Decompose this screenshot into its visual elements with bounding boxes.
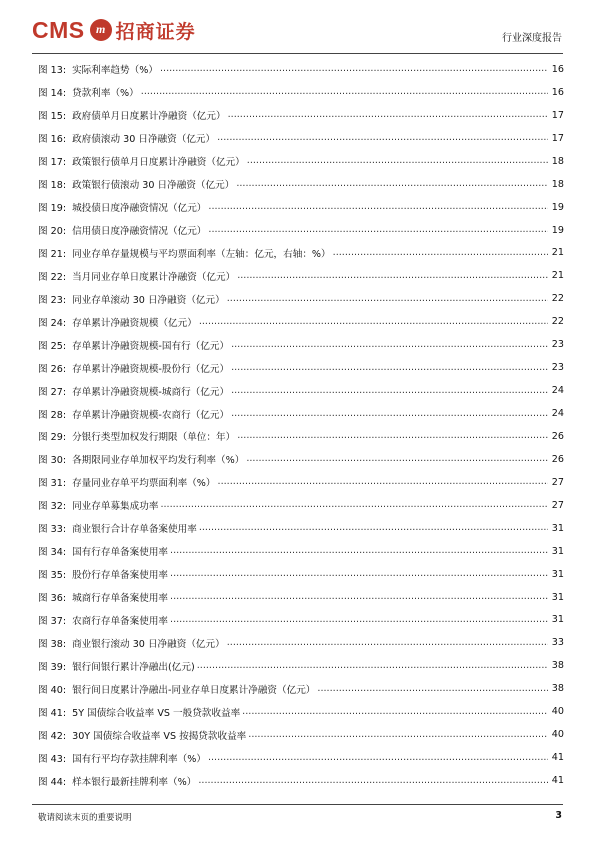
figure-title: 30Y 国债综合收益率 VS 按揭贷款收益率 <box>72 730 247 742</box>
figure-title: 分银行类型加权发行期限（单位：年） <box>72 432 236 444</box>
figure-title: 国有行平均存款挂牌利率（%） <box>72 753 206 765</box>
figure-page-number: 19 <box>551 201 564 213</box>
dot-leader <box>247 155 548 167</box>
figure-title: 政府债滚动 30 日净融资（亿元） <box>72 134 216 146</box>
figure-page-number: 23 <box>551 339 564 351</box>
figure-number: 图 43: <box>38 753 67 765</box>
figure-number: 图 24: <box>38 317 67 329</box>
figure-title: 样本银行最新挂牌利率（%） <box>72 776 197 788</box>
toc-entry[interactable] <box>38 219 564 242</box>
toc-entry[interactable] <box>38 150 564 173</box>
figure-page-number: 22 <box>551 316 564 328</box>
logo-emblem-icon: m <box>90 19 112 41</box>
figure-number: 图 16: <box>38 134 67 146</box>
figure-page-number: 31 <box>551 614 564 626</box>
dot-leader <box>198 775 548 787</box>
figure-title: 存量同业存单平均票面利率（%） <box>72 478 216 490</box>
figure-number: 图 37: <box>38 615 67 627</box>
toc-entry[interactable] <box>38 356 564 379</box>
figure-page-number: 21 <box>551 270 564 282</box>
dot-leader <box>199 316 548 328</box>
toc-entry[interactable] <box>38 563 564 586</box>
dot-leader <box>218 476 548 488</box>
figure-page-number: 19 <box>551 224 564 236</box>
toc-entry[interactable] <box>38 700 564 723</box>
toc-entry[interactable] <box>38 104 564 127</box>
figure-page-number: 40 <box>551 729 564 741</box>
dot-leader <box>170 568 548 580</box>
figure-title: 政策银行债滚动 30 日净融资（亿元） <box>72 180 235 192</box>
toc-entry[interactable] <box>38 609 564 632</box>
figure-page-number: 38 <box>551 660 564 672</box>
dot-leader <box>227 637 548 649</box>
figure-number: 图 17: <box>38 157 67 169</box>
figure-number: 图 29: <box>38 432 67 444</box>
figure-page-number: 24 <box>551 408 564 420</box>
toc-entry[interactable] <box>38 677 564 700</box>
figure-number: 图 15: <box>38 111 67 123</box>
figure-title: 国有行存单备案使用率 <box>72 547 169 559</box>
figure-page-number: 18 <box>551 155 564 167</box>
figure-page-number: 23 <box>551 362 564 374</box>
figure-page-number: 31 <box>551 545 564 557</box>
figure-number: 图 14: <box>38 88 67 100</box>
figure-title: 同业存单存量规模与平均票面利率（左轴：亿元，右轴：%） <box>72 248 331 260</box>
figure-number: 图 19: <box>38 203 67 215</box>
figure-title: 存单累计净融资规模-国有行（亿元） <box>72 340 230 352</box>
figure-page-number: 17 <box>551 109 564 121</box>
figure-number: 图 18: <box>38 180 67 192</box>
toc-entry[interactable] <box>38 402 564 425</box>
toc-entry[interactable] <box>38 586 564 609</box>
figure-number: 图 31: <box>38 478 67 490</box>
figure-page-number: 16 <box>551 63 564 75</box>
figure-title: 银行间日度累计净融出-同业存单日度累计净融资（亿元） <box>72 684 316 696</box>
figure-title: 同业存单募集成功率 <box>72 501 159 513</box>
figure-page-number: 26 <box>551 453 564 465</box>
toc-entry[interactable] <box>38 287 564 310</box>
figure-number: 图 38: <box>38 638 67 650</box>
toc-entry[interactable] <box>38 471 564 494</box>
figure-title: 银行间银行累计净融出(亿元) <box>72 661 195 673</box>
figure-number: 图 34: <box>38 547 67 559</box>
figure-number: 图 42: <box>38 730 67 742</box>
figure-title: 实际利率趋势（%） <box>72 65 158 77</box>
figure-title: 同业存单滚动 30 日净融资（亿元） <box>72 294 225 306</box>
toc-entry[interactable] <box>38 58 564 81</box>
toc-entry[interactable] <box>38 242 564 265</box>
figure-number: 图 27: <box>38 386 67 398</box>
figure-number: 图 36: <box>38 593 67 605</box>
figure-number: 图 28: <box>38 409 67 421</box>
figure-page-number: 18 <box>551 178 564 190</box>
dot-leader <box>208 752 548 764</box>
figure-number: 图 35: <box>38 570 67 582</box>
figure-page-number: 22 <box>551 293 564 305</box>
dot-leader <box>197 660 548 672</box>
report-type-label: 行业深度报告 <box>502 33 562 44</box>
dot-leader <box>208 224 548 236</box>
figure-title: 政策银行债单月日度累计净融资（亿元） <box>72 157 245 169</box>
dot-leader <box>170 545 548 557</box>
figure-number: 图 13: <box>38 65 67 77</box>
figure-page-number: 27 <box>551 499 564 511</box>
figure-number: 图 20: <box>38 226 67 238</box>
figure-title: 存单累计净融资规模-股份行（亿元） <box>72 363 230 375</box>
toc-entry[interactable] <box>38 769 564 792</box>
figure-number: 图 25: <box>38 340 67 352</box>
dot-leader <box>231 385 548 397</box>
figure-number: 图 23: <box>38 294 67 306</box>
dot-leader <box>208 201 548 213</box>
dot-leader <box>217 132 548 144</box>
figure-page-number: 33 <box>551 637 564 649</box>
figure-number: 图 39: <box>38 661 67 673</box>
toc-entry[interactable] <box>38 264 564 287</box>
figure-title: 政府债单月日度累计净融资（亿元） <box>72 111 226 123</box>
figure-title: 贷款利率（%） <box>72 88 139 100</box>
logo-latin-text: CMS <box>32 16 85 43</box>
figure-number: 图 40: <box>38 684 67 696</box>
figure-page-number: 17 <box>551 132 564 144</box>
dot-leader <box>236 178 548 190</box>
toc-entry[interactable] <box>38 425 564 448</box>
disclaimer-note: 敬请阅读末页的重要说明 <box>38 813 132 823</box>
dot-leader <box>170 614 548 626</box>
figure-page-number: 41 <box>551 752 564 764</box>
dot-leader <box>248 729 548 741</box>
dot-leader <box>141 86 548 98</box>
dot-leader <box>231 362 548 374</box>
figure-number: 图 22: <box>38 271 67 283</box>
figure-title: 股份行存单备案使用率 <box>72 570 169 582</box>
figure-title: 农商行存单备案使用率 <box>72 615 169 627</box>
figure-title: 存单累计净融资规模（亿元） <box>72 317 197 329</box>
figure-number: 图 26: <box>38 363 67 375</box>
toc-entry[interactable] <box>38 173 564 196</box>
toc-entry[interactable] <box>38 631 564 654</box>
header-divider <box>32 53 563 54</box>
figure-title: 商业银行滚动 30 日净融资（亿元） <box>72 638 225 650</box>
dot-leader <box>317 683 548 695</box>
dot-leader <box>246 453 548 465</box>
figure-title: 存单累计净融资规模-城商行（亿元） <box>72 386 230 398</box>
figure-list <box>38 58 564 792</box>
toc-entry[interactable] <box>38 746 564 769</box>
dot-leader <box>170 591 548 603</box>
figure-page-number: 16 <box>551 86 564 98</box>
figure-title: 城商行存单备案使用率 <box>72 593 169 605</box>
toc-entry[interactable] <box>38 310 564 333</box>
toc-entry[interactable] <box>38 448 564 471</box>
figure-number: 图 32: <box>38 501 67 513</box>
figure-page-number: 24 <box>551 385 564 397</box>
dot-leader <box>333 247 548 259</box>
dot-leader <box>237 270 548 282</box>
figure-number: 图 21: <box>38 248 67 260</box>
figure-title: 信用债日度净融资情况（亿元） <box>72 226 207 238</box>
toc-entry[interactable] <box>38 333 564 356</box>
page-number: 3 <box>555 810 562 821</box>
cms-logo <box>32 17 196 43</box>
figure-title: 各期限同业存单加权平均发行利率（%） <box>72 455 245 467</box>
figure-title: 商业银行合计存单备案使用率 <box>72 524 197 536</box>
figure-title: 5Y 国债综合收益率 VS 一般贷款收益率 <box>72 707 241 719</box>
logo-chinese-text: 招商证券 <box>115 20 196 43</box>
figure-page-number: 31 <box>551 522 564 534</box>
dot-leader <box>231 408 548 420</box>
toc-entry[interactable] <box>38 127 564 150</box>
figure-page-number: 41 <box>551 775 564 787</box>
toc-entry[interactable] <box>38 81 564 104</box>
dot-leader <box>242 706 548 718</box>
dot-leader <box>228 109 548 121</box>
dot-leader <box>199 522 548 534</box>
figure-title: 存单累计净融资规模-农商行（亿元） <box>72 409 230 421</box>
dot-leader <box>227 293 548 305</box>
figure-page-number: 21 <box>551 247 564 259</box>
toc-entry[interactable] <box>38 379 564 402</box>
dot-leader <box>237 430 548 442</box>
figure-number: 图 41: <box>38 707 67 719</box>
footer-divider <box>32 804 563 805</box>
page-header <box>0 0 595 52</box>
figure-page-number: 38 <box>551 683 564 695</box>
toc-entry[interactable] <box>38 196 564 219</box>
toc-entry[interactable] <box>38 654 564 677</box>
figure-number: 图 33: <box>38 524 67 536</box>
toc-entry[interactable] <box>38 540 564 563</box>
dot-leader <box>231 339 548 351</box>
toc-entry[interactable] <box>38 723 564 746</box>
figure-title: 当月同业存单日度累计净融资（亿元） <box>72 271 236 283</box>
figure-page-number: 31 <box>551 591 564 603</box>
figure-page-number: 31 <box>551 568 564 580</box>
toc-entry[interactable] <box>38 517 564 540</box>
figure-page-number: 26 <box>551 430 564 442</box>
figure-page-number: 40 <box>551 706 564 718</box>
figure-number: 图 30: <box>38 455 67 467</box>
figure-page-number: 27 <box>551 476 564 488</box>
toc-entry[interactable] <box>38 494 564 517</box>
dot-leader <box>160 63 548 75</box>
dot-leader <box>160 499 548 511</box>
figure-number: 图 44: <box>38 776 67 788</box>
figure-title: 城投债日度净融资情况（亿元） <box>72 203 207 215</box>
